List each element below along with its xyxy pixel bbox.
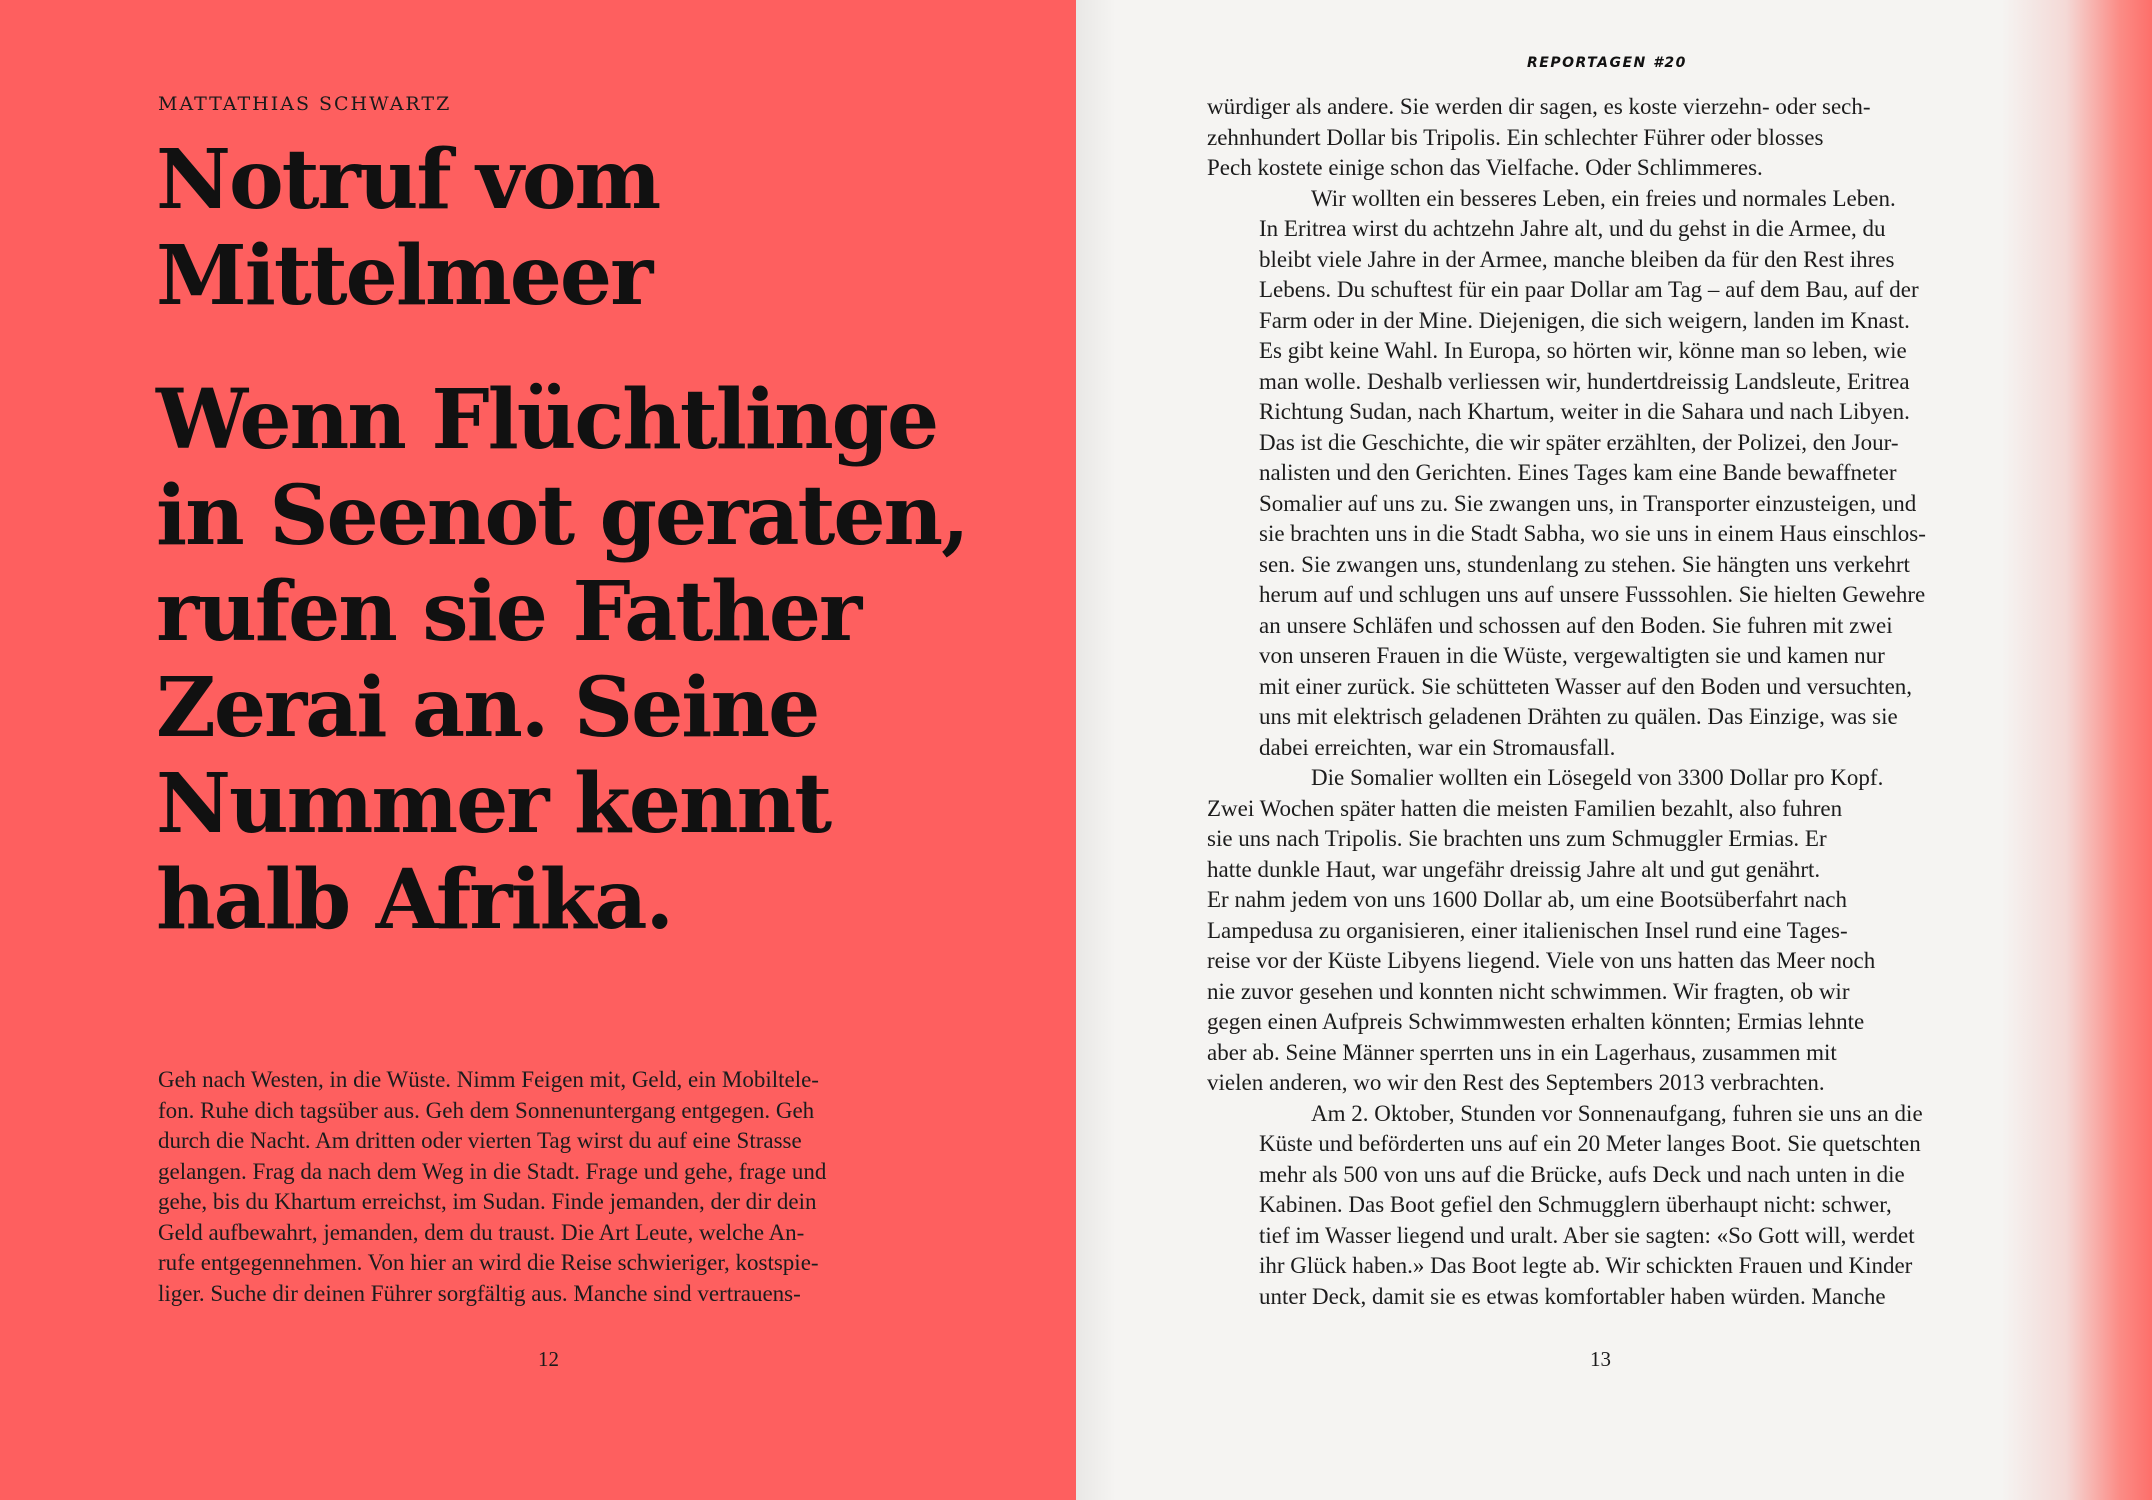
body-line: Am 2. Oktober, Stunden vor Sonnenaufgang, fuhren sie uns an die <box>1311 1100 1923 1126</box>
title-line: Notruf vom <box>156 132 660 228</box>
subtitle-line: rufen sie Father <box>156 564 861 660</box>
body-line: Die Somalier wollten ein Lösegeld von 3300 Dollar pro Kopf. <box>1311 765 1884 790</box>
body-line: mit einer zurück. Sie schütteten Wasser auf den Boden und versuchten, <box>1259 673 1913 699</box>
body-line: Kabinen. Das Boot gefiel den Schmugglern überhaupt nicht: schwer, <box>1259 1192 1892 1217</box>
body-line: Farm oder in der Mine. Diejenigen, die sich weigern, landen im Knast. <box>1259 307 1910 333</box>
body-line: Richtung Sudan, nach Khartum, weiter in die Sahara und nach Libyen. <box>1259 399 1910 424</box>
body-line: Somalier auf uns zu. Sie zwangen uns, in Transporter einzusteigen, und <box>1259 490 1917 516</box>
body-line: unter Deck, damit sie es etwas komfortabler haben würden. Manche <box>1259 1283 1886 1309</box>
body-line: uns mit elektrisch geladenen Drähten zu quälen. Das Einzige, was sie <box>1259 704 1898 729</box>
body-line: zehnhundert Dollar bis Tripolis. Ein schlechter Führer oder blosses <box>1207 124 1824 150</box>
page-number-left: 12 <box>538 1347 559 1371</box>
body-line: Das ist die Geschichte, die wir später erzählten, der Polizei, den Jour- <box>1259 429 1899 455</box>
article-subtitle <box>156 372 1056 948</box>
body-line: gelangen. Frag da nach dem Weg in die Stadt. Frage und gehe, frage und <box>158 1158 827 1184</box>
left-body-text <box>158 1065 898 1309</box>
body-line: Geld aufbewahrt, jemanden, dem du traust. Die Art Leute, welche An- <box>158 1219 805 1245</box>
body-line: mehr als 500 von uns auf die Brücke, aufs Deck und nach unten in die <box>1259 1161 1905 1187</box>
body-line: Er nahm jedem von uns 1600 Dollar ab, um eine Bootsüberfahrt nach <box>1207 887 1848 912</box>
body-line: würdiger als andere. Sie werden dir sagen, es koste vierzehn- oder sech- <box>1207 94 1871 119</box>
body-line: gehe, bis du Khartum erreichst, im Sudan. Finde jemanden, der dir dein <box>158 1189 817 1214</box>
body-line: herum auf und schlugen uns auf unsere Fusssohlen. Sie hielten Gewehre <box>1259 582 1926 607</box>
gutter-shadow <box>1076 0 1116 1500</box>
subtitle-line: halb Afrika. <box>156 852 673 948</box>
body-line: Pech kostete einige schon das Vielfache. Oder Schlimmeres. <box>1207 155 1763 180</box>
body-line: ihr Glück haben.» Das Boot legte ab. Wir schickten Frauen und Kinder <box>1259 1253 1913 1278</box>
body-line: In Eritrea wirst du achtzehn Jahre alt, und du gehst in die Armee, du <box>1259 216 1886 241</box>
author-name: MATTATHIAS SCHWARTZ <box>158 93 452 115</box>
body-line: vielen anderen, wo wir den Rest des Septembers 2013 verbrachten. <box>1207 1070 1825 1095</box>
subtitle-line: Nummer kennt <box>156 756 831 852</box>
body-line: tief im Wasser liegend und uralt. Aber sie sagten: «So Gott will, werdet <box>1259 1222 1915 1248</box>
right-page <box>1076 0 2152 1500</box>
body-line: nalisten und den Gerichten. Eines Tages kam eine Bande bewaffneter <box>1259 460 1897 485</box>
body-line: dabei erreichten, war ein Stromausfall. <box>1259 734 1616 760</box>
body-line: nie zuvor gesehen und konnten nicht schwimmen. Wir fragten, ob wir <box>1207 978 1850 1004</box>
body-line: bleibt viele Jahre in der Armee, manche bleiben da für den Rest ihres <box>1259 246 1895 272</box>
body-line: sie brachten uns in die Stadt Sabha, wo sie uns in einem Haus einschlos- <box>1259 521 1926 546</box>
article-title <box>156 132 1056 324</box>
body-line: aber ab. Seine Männer sperrten uns in ein Lagerhaus, zusammen mit <box>1207 1039 1837 1065</box>
body-line: hatte dunkle Haut, war ungefähr dreissig Jahre alt und gut genährt. <box>1207 856 1821 882</box>
body-line: an unsere Schläfen und schossen auf den Boden. Sie fuhren mit zwei <box>1259 612 1893 638</box>
body-line: durch die Nacht. Am dritten oder vierten Tag wirst du auf eine Strasse <box>158 1128 802 1153</box>
body-line: sen. Sie zwangen uns, stundenlang zu stehen. Sie hängten uns verkehrt <box>1259 551 1910 577</box>
body-line: rufe entgegennehmen. Von hier an wird die Reise schwieriger, kostspie- <box>158 1250 819 1275</box>
body-line: reise vor der Küste Libyens liegend. Viele von uns hatten das Meer noch <box>1207 948 1876 973</box>
body-line: Lampedusa zu organisieren, einer italienischen Insel rund eine Tages- <box>1207 917 1848 943</box>
subtitle-line: Wenn Flüchtlinge <box>156 372 938 468</box>
body-line: Wir wollten ein besseres Leben, ein freies und normales Leben. <box>1311 185 1896 211</box>
body-line: Es gibt keine Wahl. In Europa, so hörten wir, könne man so leben, wie <box>1259 338 1907 363</box>
body-line: Geh nach Westen, in die Wüste. Nimm Feigen mit, Geld, ein Mobiltele- <box>158 1067 819 1092</box>
body-line: Lebens. Du schuftest für ein paar Dollar am Tag – auf dem Bau, auf der <box>1259 277 1919 302</box>
body-line: gegen einen Aufpreis Schwimmwesten erhalten könnten; Ermias lehnte <box>1207 1009 1865 1034</box>
body-line: man wolle. Deshalb verliessen wir, hundertdreissig Landsleute, Eritrea <box>1259 368 1910 394</box>
body-line: von unseren Frauen in die Wüste, vergewaltigten sie und kamen nur <box>1259 643 1885 668</box>
body-line: Küste und beförderten uns auf ein 20 Meter langes Boot. Sie quetschten <box>1259 1131 1921 1156</box>
title-line: Mittelmeer <box>156 228 652 324</box>
body-line: sie uns nach Tripolis. Sie brachten uns zum Schmuggler Ermias. Er <box>1207 826 1827 851</box>
subtitle-line: in Seenot geraten, <box>156 468 968 564</box>
body-line: Zwei Wochen später hatten die meisten Familien bezahlt, also fuhren <box>1207 795 1843 821</box>
subtitle-line: Zerai an. Seine <box>156 660 819 756</box>
page-number-right: 13 <box>1590 1347 1611 1371</box>
body-line: liger. Suche dir deinen Führer sorgfältig aus. Manche sind vertrauens- <box>158 1280 801 1306</box>
right-body-text <box>1207 92 2007 1312</box>
body-line: fon. Ruhe dich tagsüber aus. Geh dem Sonnenuntergang entgegen. Geh <box>158 1097 815 1123</box>
running-head: REPORTAGEN #20 <box>1527 55 1687 71</box>
